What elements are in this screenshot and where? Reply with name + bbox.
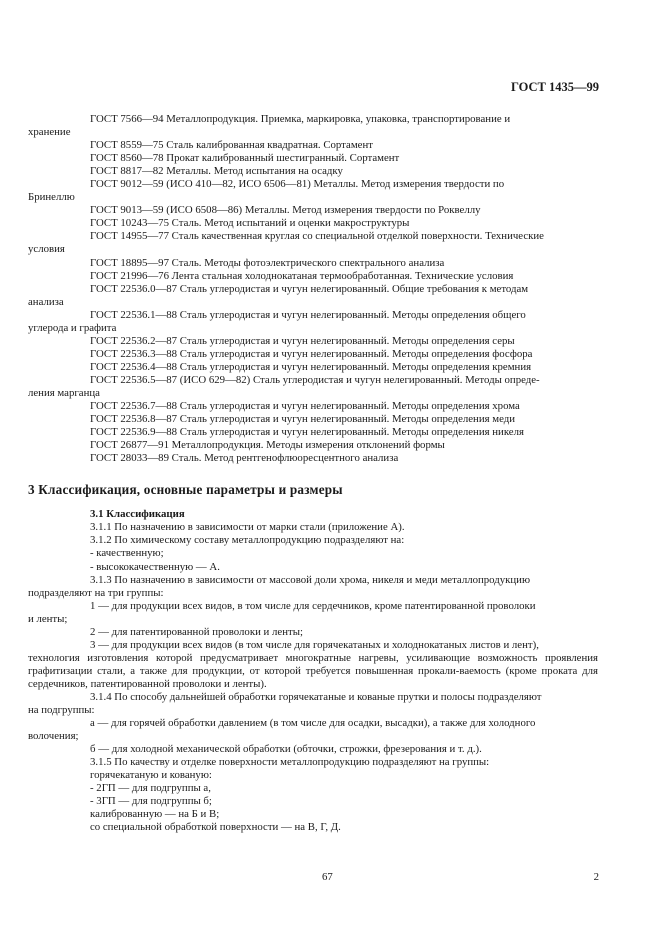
paragraph (90, 821, 598, 834)
reference-entry-text: ГОСТ 28033—89 Сталь. Метод рентгенофлюоресцентного анализа (90, 452, 399, 465)
reference-entry-text: ГОСТ 22536.0—87 Сталь углеродистая и чугун нелегированный. Общие требования к методам (90, 282, 529, 295)
reference-entry (90, 348, 598, 361)
reference-entry-text: ГОСТ 26877—91 Металлопродукция. Методы измерения отклонений формы (90, 439, 445, 452)
reference-entry-text: ГОСТ 21996—76 Лента стальная холоднокатаная термообработанная. Технические условия (90, 269, 514, 282)
page-number-right: 2 (593, 871, 599, 883)
reference-entry (90, 204, 598, 217)
reference-entry-text: ГОСТ 8559—75 Сталь калиброванная квадратная. Сортамент (90, 139, 373, 152)
reference-entry (90, 426, 598, 439)
paragraph (90, 521, 598, 534)
paragraph (28, 690, 598, 717)
page-number-center: 67 (322, 871, 333, 883)
reference-entry-continuation: хранение (28, 126, 71, 139)
paragraph-text: - высококачественную — А. (90, 560, 220, 573)
paragraph (90, 795, 598, 808)
section-title: 3 Классификация, основные параметры и размеры (28, 482, 343, 498)
reference-entry-continuation: Бринеллю (28, 191, 75, 204)
reference-entry-continuation: условия (28, 243, 65, 256)
reference-entry-text: ГОСТ 18895—97 Сталь. Методы фотоэлектрического спектрального анализа (90, 256, 445, 269)
reference-entry (28, 178, 598, 204)
reference-entry (90, 439, 598, 452)
reference-entry-text: ГОСТ 9013—59 (ИСО 6508—86) Металлы. Метод измерения твердости по Роквеллу (90, 204, 481, 217)
paragraph-text: 3.1.5 По качеству и отделке поверхности металлопродукцию подразделяют на группы: (90, 756, 490, 769)
reference-entry-text: ГОСТ 10243—75 Сталь. Метод испытаний и оценки макроструктуры (90, 217, 410, 230)
reference-entry-continuation: анализа (28, 295, 64, 308)
paragraph-text: - 3ГП — для подгруппы б; (90, 795, 212, 808)
reference-entry-text: ГОСТ 22536.7—88 Сталь углеродистая и чугун нелегированный. Методы определения хрома (90, 400, 520, 413)
paragraph (90, 808, 598, 821)
paragraph-text: горячекатаную и кованую: (90, 769, 212, 782)
subsection-heading: 3.1 Классификация (90, 508, 185, 521)
reference-entry-text: ГОСТ 8817—82 Металлы. Метод испытания на осадку (90, 165, 343, 178)
paragraph-text: 1 — для продукции всех видов, в том числе для сердечников, кроме патентированной проволоки (90, 599, 536, 612)
paragraph-continuation: волочения; (28, 730, 79, 743)
reference-entry-text: ГОСТ 8560—78 Прокат калиброванный шестигранный. Сортамент (90, 152, 400, 165)
reference-entry (90, 361, 598, 374)
reference-entry (90, 413, 598, 426)
paragraph-continuation: технология изготовления которой предусматривает многократные нагревы, усиливающие возможность проявления графитизации стали, а также для продукции, от которой требуется повышенная прокали-ваемость (кроме проката для сердечников, патентированной проволоки и ленты). (28, 651, 598, 690)
reference-entry-text: ГОСТ 22536.5—87 (ИСО 629—82) Сталь углеродистая и чугун нелегированный. Методы опреде- (90, 373, 540, 386)
reference-entry-text: ГОСТ 22536.4—88 Сталь углеродистая и чугун нелегированный. Методы определения кремния (90, 360, 532, 373)
paragraph-text: - 2ГП — для подгруппы а, (90, 782, 211, 795)
paragraph (90, 743, 598, 756)
reference-entry-continuation: углерода и графита (28, 321, 117, 334)
reference-entry (90, 452, 598, 465)
document-body (28, 113, 598, 834)
reference-entry (90, 257, 598, 270)
reference-entry (28, 282, 598, 309)
reference-entry-text: ГОСТ 22536.3—88 Сталь углеродистая и чугун нелегированный. Методы определения фосфора (90, 347, 533, 360)
document-code-header: ГОСТ 1435—99 (510, 80, 599, 94)
reference-entry (90, 217, 598, 230)
reference-entry (28, 230, 598, 256)
reference-entry (90, 139, 598, 152)
reference-entry-text: ГОСТ 22536.9—88 Сталь углеродистая и чугун нелегированный. Методы определения никеля (90, 426, 524, 439)
paragraph (90, 547, 598, 560)
reference-entry-continuation: ления марганца (28, 386, 100, 399)
paragraph (90, 626, 598, 639)
paragraph (90, 782, 598, 795)
reference-entry (90, 270, 598, 283)
paragraph-continuation: на подгруппы: (28, 704, 95, 717)
reference-entry-text: ГОСТ 14955—77 Сталь качественная круглая со специальной отделкой поверхности. Технические (90, 230, 544, 243)
paragraph-text: 2 — для патентированной проволоки и ленты; (90, 625, 303, 638)
paragraph-continuation: и ленты; (28, 612, 68, 625)
reference-entry (28, 373, 598, 400)
paragraph-text: со специальной обработкой поверхности — на В, Г, Д. (90, 821, 341, 834)
paragraph (90, 561, 598, 574)
normative-references-list (28, 113, 598, 465)
reference-entry (28, 308, 598, 335)
paragraph (90, 769, 598, 782)
paragraph-text: 3 — для продукции всех видов (в том числе для горячекатаных и холоднокатаных листов и лент), (90, 638, 539, 651)
reference-entry (90, 152, 598, 165)
paragraph-text: а — для горячей обработки давлением (в том числе для осадки, высадки), а также для холодного (90, 717, 536, 730)
paragraph-text: 3.1.1 По назначению в зависимости от марки стали (приложение А). (90, 521, 405, 534)
reference-entry (90, 400, 598, 413)
paragraph (28, 717, 598, 743)
paragraph (28, 599, 598, 626)
paragraph-text: б — для холодной механической обработки (обточки, строжки, фрезерования и т. д.). (90, 743, 482, 756)
paragraph (28, 573, 598, 600)
reference-entry-text: ГОСТ 7566—94 Металлопродукция. Приемка, маркировка, упаковка, транспортирование и (90, 113, 511, 125)
paragraph-text: 3.1.3 По назначению в зависимости от массовой доли хрома, никеля и меди металлопродукцию (90, 573, 531, 586)
paragraph-text: калиброванную — на Б и В; (90, 808, 220, 821)
reference-entry-text: ГОСТ 22536.2—87 Сталь углеродистая и чугун нелегированный. Методы определения серы (90, 334, 515, 347)
paragraph-text: 3.1.4 По способу дальнейшей обработки горячекатаные и кованые прутки и полосы подразделяют (90, 690, 542, 703)
paragraph-continuation: подразделяют на три группы: (28, 586, 164, 599)
reference-entry-text: ГОСТ 22536.8—87 Сталь углеродистая и чугун нелегированный. Методы определения меди (90, 413, 516, 426)
paragraph (28, 638, 598, 691)
paragraph-text: - качественную; (90, 547, 164, 560)
reference-entry (28, 113, 598, 139)
paragraph (90, 534, 598, 547)
classification-paragraphs (28, 521, 598, 834)
reference-entry (90, 335, 598, 348)
paragraph (90, 756, 598, 769)
reference-entry-text: ГОСТ 9012—59 (ИСО 410—82, ИСО 6506—81) Металлы. Метод измерения твердости по (90, 178, 505, 191)
reference-entry-text: ГОСТ 22536.1—88 Сталь углеродистая и чугун нелегированный. Методы определения общего (90, 308, 526, 321)
paragraph-text: 3.1.2 По химическому составу металлопродукцию подразделяют на: (90, 534, 405, 547)
reference-entry (90, 165, 598, 178)
